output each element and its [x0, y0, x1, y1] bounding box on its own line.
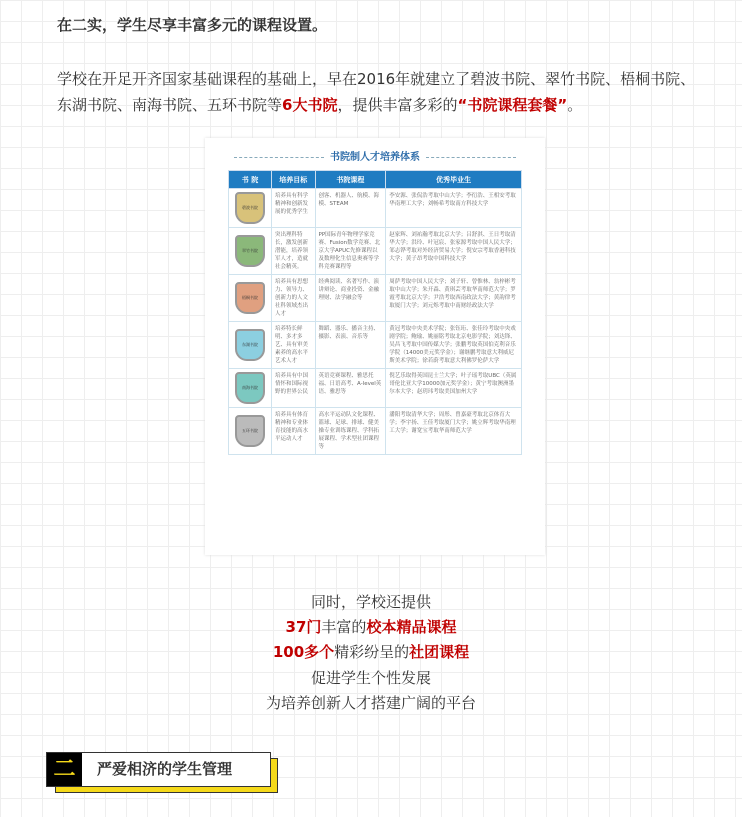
col-header: 优秀毕业生: [386, 171, 522, 189]
course-cell: 英语竞赛课程、雅思托福、日语高考、A-level英语、雅思等: [315, 369, 386, 408]
course-cell: 经典阅读、名著写作、演讲辩论、商业投资、金融理财、法学融会等: [315, 275, 386, 322]
highlight: 100多个: [272, 643, 335, 661]
intro-text: 在二实，学生尽享丰富多元的课程设置。: [57, 16, 328, 34]
center-line-3: [0, 641, 742, 662]
logo-cell: [229, 189, 272, 228]
center-line-2: [0, 616, 742, 637]
highlight: 校本精品课程: [366, 618, 457, 636]
center-line-5: 为培养创新人才搭建广阔的平台: [265, 694, 476, 712]
goal-cell: 培养具有科学精神和创新发展的优秀学生: [272, 189, 316, 228]
highlight-package: “书院课程套餐”: [457, 96, 568, 114]
academy-badge-icon: 南海书院: [235, 372, 265, 404]
text: 精彩纷呈的: [334, 643, 410, 661]
grads-cell: 黄冠考取中央美术学院；张钰珩、张佳玲考取中央戏剧学院；鲍瑜、姚丽铭考取北京电影学院；刘达锋、吴昌飞考取中国传媒大学；张鹏考取英国伯克利音乐学院（14000美元奖学金）；谢继鹏考取意大利威尼斯美术学院；徐若蔚考取意大利佛罗伦萨大学: [386, 322, 522, 369]
section-box: [46, 752, 271, 787]
goal-cell: 突出理科特长，激发创新潜能，培养领军人才，造就社会精英。: [272, 228, 316, 275]
grads-cell: 倪艺乐取得英国昆士兰大学；叶子瑶考取UBC（英属哥伦比亚大学10000加元奖学金）；黄宁考取澳洲墨尔本大学；赵玥玮考取美国加州大学: [386, 369, 522, 408]
col-header: 书院课程: [315, 171, 386, 189]
goal-cell: 培养具有中国情怀和国际视野的世界公民: [272, 369, 316, 408]
logo-cell: [229, 228, 272, 275]
grads-cell: 潘阳考取清华大学；周彤、曾嘉豪考取北京体育大学；李宇扬、王佳考取厦门大学；姚立辉考取华南理工大学；谢宽宝考取华南师范大学: [386, 408, 522, 455]
para-text: ，提供丰富多彩的: [337, 96, 458, 114]
logo-cell: [229, 369, 272, 408]
goal-cell: 培养具有体育精神和专业体育技能的高水平运动人才: [272, 408, 316, 455]
academy-badge-icon: 东湖书院: [235, 329, 265, 361]
grads-cell: 赵家辉、刘祐瀚考取北京大学；吕舒淇、王日考取清华大学；洪玲、叶冠宸、张家源考取中国人民大学；邹志铧考取对外经济贸易大学；倪安宗考取香港科技大学；黄子昂考取中国科技大学: [386, 228, 522, 275]
center-line-4: 促进学生个性发展: [310, 669, 431, 687]
col-header: 书 院: [229, 171, 272, 189]
text: 丰富的: [321, 618, 367, 636]
goal-cell: 培养具有思想力、领导力、创新力的人文社科领域杰出人才: [272, 275, 316, 322]
para-text: 学校在开足开齐国家基础课程的基础上，早在2016年就建立了碧波书院、翠竹书院、梧桐书院、东湖书院、南海书院、五环书院等: [57, 70, 696, 114]
col-header: 培养目标: [272, 171, 316, 189]
course-cell: 创客、机器人、航模、海模、STEAM: [315, 189, 386, 228]
course-cell: 高水平运动队文化课程、篮球、足球、排球、健美操专业训练课程、学科拓展课程、学术型社团课程等: [315, 408, 386, 455]
logo-cell: [229, 275, 272, 322]
course-cell: PP国际青年物理学家竞赛、Fusion数学竞赛、北京大学APUC先修课程以及数理化生信息奥赛等学科竞赛课程等: [315, 228, 386, 275]
table-row: [229, 275, 522, 322]
figure-title: 书院制人才培养体系: [205, 148, 545, 163]
highlight: 社团课程: [409, 643, 470, 661]
highlight: 37门: [285, 618, 322, 636]
goal-cell: 培养特长鲜明、多才多艺、具有审美素养的高水平艺术人才: [272, 322, 316, 369]
academy-badge-icon: 五环书院: [235, 415, 265, 447]
grads-cell: 李安源、张侃浩考取中山大学；李衍浩、王相安考取华南理工大学；刘畅希考取南方科技大学: [386, 189, 522, 228]
academy-badge-icon: 梧桐书院: [235, 282, 265, 314]
academy-table: [228, 170, 522, 455]
academy-badge-icon: 碧波书院: [235, 192, 265, 224]
para-text: 。: [567, 96, 583, 114]
table-row: [229, 322, 522, 369]
highlight-academies: 6大书院: [282, 96, 338, 114]
center-line-1: 同时，学校还提供: [310, 593, 431, 611]
table-row: [229, 408, 522, 455]
section-title: 严爱相济的学生管理: [97, 760, 233, 778]
academy-paragraph: [57, 66, 697, 118]
table-row: [229, 369, 522, 408]
academy-system-figure: [205, 138, 545, 555]
grads-cell: 周萨考取中国人民大学；刘子轩、曾惟林、翁梓彬考取中山大学；朱开森、黄琪芸考取华南师范大学；罗霞考取北京大学；尹浩考取西南政法大学；黄韵律考取厦门大学；刘元烁考取中南财经政法大学: [386, 275, 522, 322]
table-row: [229, 228, 522, 275]
table-row: [229, 189, 522, 228]
logo-cell: [229, 408, 272, 455]
section-number: 二: [47, 753, 82, 786]
course-cell: 舞蹈、器乐、播音主持、摄影、表演、音乐等: [315, 322, 386, 369]
logo-cell: [229, 322, 272, 369]
academy-badge-icon: 翠竹书院: [235, 235, 265, 267]
